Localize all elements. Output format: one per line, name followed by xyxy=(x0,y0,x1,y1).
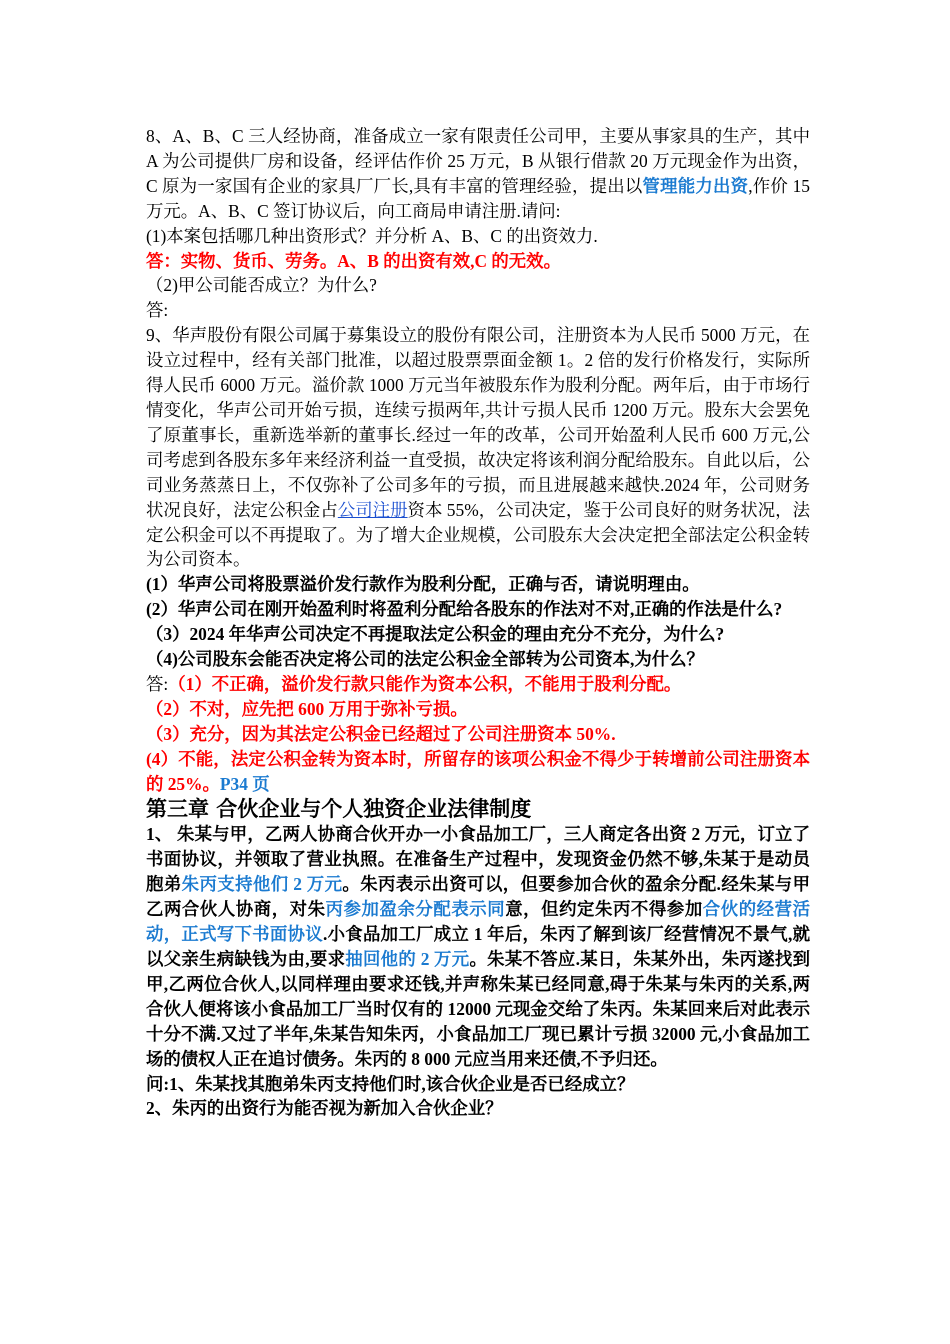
company-registration-link[interactable]: 公司注册 xyxy=(337,499,408,520)
question-9-text: 9、华声股份有限公司属于募集设立的股份有限公司，注册资本为人民币 5000 万元，在设立过程中，经有关部门批准，以超过股票票面金额 1。2 倍的发行价格发行，实际所得人民币 6000 万元。溢价款 1000 万元当年被股东作为股利分配。两年后，由于市场行情变化，华声公司开始亏损，连续亏损两年,共计亏损人民币 1200 万元。股东大会罢免了原董事长，重新选举新的董事长.经过一年的改革，公司开始盈利人民币 600 万元,公司考虑到各股东多年来经济利益一直受损，故决定将该利润分配给股东。自此以后，公司业务蒸蒸日上，不仅弥补了公司多年的亏损，而且进展越来越快.2024 年，公司财务状况良好，法定公积金占 xyxy=(146,325,810,520)
case-text-3: 意，但约定朱丙不得参加 xyxy=(505,899,703,920)
question-9-q4: （4)公司股东会能否决定将公司的法定公积金全部转为公司资本,为什么？ xyxy=(146,649,704,670)
document-page xyxy=(146,124,810,1121)
question-9-answer2: （2）不对，应先把 600 万用于弥补亏损。 xyxy=(146,698,468,719)
question-8-text-end: ,作价 15 万元。A、B、C 签订协议后，向工商局申请注册.请问: xyxy=(146,175,810,221)
question-8 xyxy=(146,124,810,224)
question-9-text-end: 资本 55%，公司决定，鉴于公司良好的财务状况，法定公积金可以不再提取了。为了增大企业规模，公司股东大会决定把全部法定公积金转为公司资本。 xyxy=(146,499,810,570)
case-highlight-4: 抽回他的 2 万元 xyxy=(345,949,470,969)
case-text-1: 1、 朱某与甲，乙两人协商合伙开办一小食品加工厂，三人商定各出资 2 万元，订立了书面协议，并领取了营业执照。在准备生产过程中，发现资金仍然不够,朱某于是动员胞弟 xyxy=(146,824,810,895)
case-text-5: 。朱某不答应.某日，朱某外出，朱丙遂找到甲,乙两位合伙人,以同样理由要求还钱,并声称朱某已经同意,碍于朱某与朱丙的关系,两合伙人便将该小食品加工厂当时仅有的 12000 元现金交给了朱丙。朱某回来后对此表示十分不满.又过了半年,朱某告知朱丙，小食品加工厂现已累计亏损 32000 元,小食品加工场的债权人正在追讨债务。朱丙的 8 000 元应当用来还债,不予归还。 xyxy=(146,949,810,1069)
question-9-q2: (2）华声公司在刚开始盈利时将盈利分配给各股东的作法对不对,正确的作法是什么? xyxy=(146,599,783,620)
page-reference: P34 页 xyxy=(219,773,270,794)
answer-4-text: (4）不能，法定公积金转为资本时，所留存的该项公积金不得少于转增前公司注册资本的 25%。 xyxy=(146,748,810,794)
case-text-2: 。朱丙表示出资可以，但要参加合伙的盈余分配.经朱某与甲乙两合伙人协商，对朱 xyxy=(146,874,810,920)
answer-prefix: 答: xyxy=(146,673,169,694)
question-8-sub2: （2)甲公司能否成立？为什么? xyxy=(146,275,377,296)
question-8-answer1: 答：实物、货币、劳务。A、B 的出资有效,C 的无效。 xyxy=(146,250,561,271)
case-highlight-2: 丙参加盈余分配表示同 xyxy=(325,899,506,920)
question-9-q3: （3）2024 年华声公司决定不再提取法定公积金的理由充分不充分，为什么? xyxy=(146,624,725,645)
question-8-answer2: 答: xyxy=(146,300,169,321)
question-8-text: 8、A、B、C 三人经协商，准备成立一家有限责任公司甲，主要从事家具的生产，其中 A 为公司提供厂房和设备，经评估作价 25 万元，B 从银行借款 20 万元现金作为出资，C 原为一家国有企业的家具厂厂长,具有丰富的管理经验，提出以 xyxy=(146,126,810,196)
question-9-answer3: （3）充分，因为其法定公积金已经超过了公司注册资本 50%. xyxy=(146,723,616,744)
chapter-3-case-1 xyxy=(146,822,810,1071)
case-highlight-1: 朱丙支持他们 2 万元 xyxy=(181,874,343,895)
chapter-3-question-1: 问:1、朱某找其胞弟朱丙支持他们时,该合伙企业是否已经成立？ xyxy=(146,1073,635,1094)
case-highlight-3: 合伙的经营活动，正式写下书面协议 xyxy=(146,899,810,945)
case-text-4: .小食品加工厂成立 1 年后，朱丙了解到该厂经营情况不景气,就以父亲生病缺钱为由,要求 xyxy=(146,924,810,969)
question-9-answer1 xyxy=(146,672,810,697)
chapter-3-question-2: 2、朱丙的出资行为能否视为新加入合伙企业？ xyxy=(146,1098,503,1119)
question-9-answer4 xyxy=(146,747,810,797)
chapter-3-heading: 第三章 合伙企业与个人独资企业法律制度 xyxy=(146,797,532,822)
question-8-highlight: 管理能力出资 xyxy=(642,175,749,196)
question-9-q1: (1）华声公司将股票溢价发行款作为股利分配，正确与否，请说明理由。 xyxy=(146,574,700,595)
answer-1-text: （1）不正确，溢价发行款只能作为资本公积，不能用于股利分配。 xyxy=(168,673,682,694)
question-8-sub1: (1)本案包括哪几种出资形式？并分析 A、B、C 的出资效力. xyxy=(146,225,598,246)
question-9 xyxy=(146,323,810,572)
